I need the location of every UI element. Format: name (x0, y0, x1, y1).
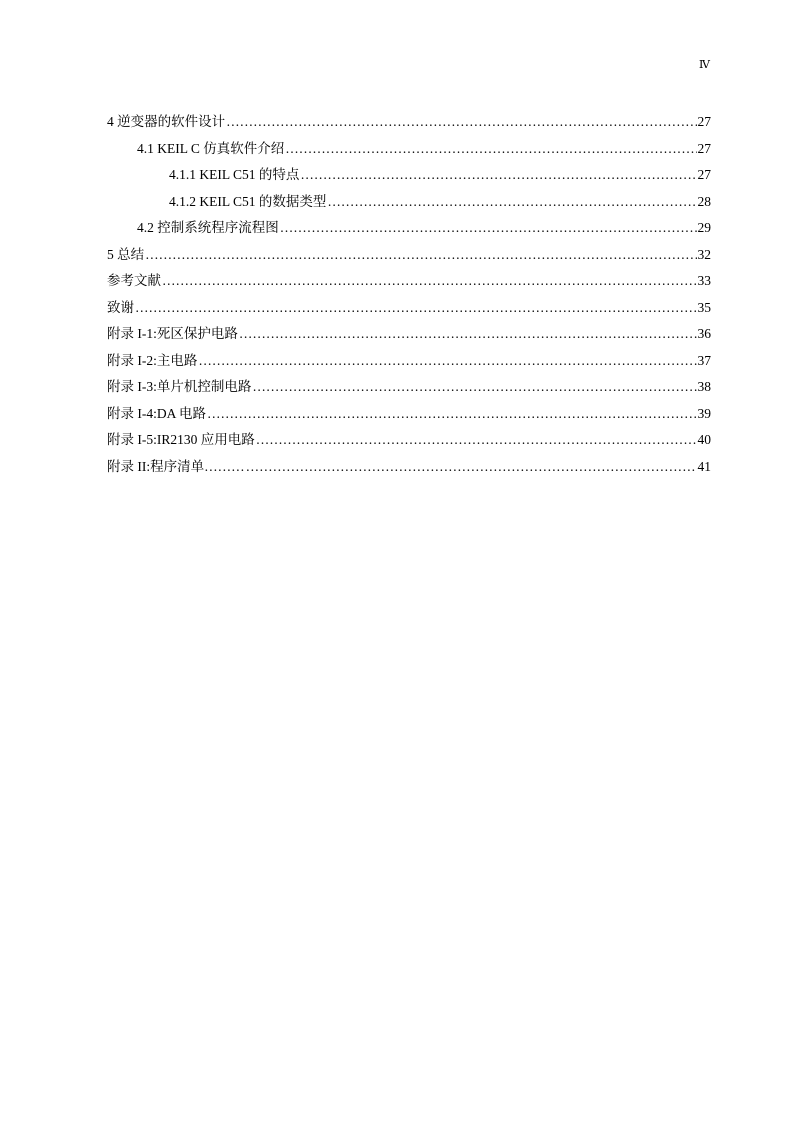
toc-entry[interactable] (107, 298, 711, 325)
toc-leader-dots (300, 165, 696, 185)
toc-entry[interactable] (107, 165, 711, 192)
toc-entry-page: 27 (697, 140, 711, 156)
toc-entry-page: 28 (697, 193, 711, 209)
toc-leader-dots (256, 430, 697, 450)
toc-entry-title: 4.2 控制系统程序流程图 (137, 220, 279, 235)
toc-entry-title: 附录 I-2:主电路 (107, 352, 198, 368)
toc-entry[interactable] (107, 351, 711, 378)
toc-entry[interactable] (107, 112, 711, 139)
toc-entry-title: 附录 II:程序清单……… (107, 458, 245, 474)
table-of-contents (107, 112, 711, 483)
toc-entry-page: 39 (697, 405, 711, 421)
toc-leader-dots (280, 218, 697, 238)
toc-entry-title: 附录 I-3:单片机控制电路 (107, 379, 252, 394)
toc-entry-page: 36 (697, 326, 711, 341)
toc-entry[interactable] (107, 271, 711, 298)
toc-entry[interactable] (107, 324, 711, 351)
toc-leader-dots (207, 404, 697, 424)
toc-entry[interactable] (107, 457, 711, 484)
toc-leader-dots (145, 245, 696, 265)
toc-leader-dots (239, 324, 697, 344)
toc-leader-dots (246, 457, 697, 477)
toc-leader-dots (327, 192, 696, 212)
toc-leader-dots (226, 112, 696, 132)
toc-entry[interactable] (107, 245, 711, 272)
toc-entry[interactable] (107, 218, 711, 245)
toc-entry-title: 4 逆变器的软件设计 (107, 114, 226, 129)
toc-entry[interactable] (107, 404, 711, 431)
toc-entry-title: 附录 I-1:死区保护电路 (107, 326, 238, 341)
toc-entry-title: 附录 I-4:DA 电路 (107, 405, 206, 421)
toc-entry-title: 4.1 KEIL C 仿真软件介绍 (137, 140, 285, 156)
toc-entry-title: 附录 I-5:IR2130 应用电路 (107, 432, 255, 447)
toc-entry[interactable] (107, 430, 711, 457)
page-number: Ⅳ (699, 59, 710, 71)
toc-leader-dots (285, 139, 696, 159)
toc-entry-page: 38 (697, 379, 711, 394)
toc-entry-page: 37 (697, 352, 711, 368)
toc-entry-page: 41 (697, 458, 711, 474)
toc-entry-page: 27 (697, 114, 711, 129)
toc-leader-dots (135, 298, 697, 318)
toc-entry-title: 5 总结 (107, 246, 145, 262)
toc-entry[interactable] (107, 192, 711, 219)
toc-entry-page: 32 (697, 246, 711, 262)
toc-leader-dots (198, 351, 696, 371)
toc-entry-page: 40 (697, 432, 711, 447)
toc-leader-dots (162, 271, 697, 291)
toc-entry-title: 4.1.2 KEIL C51 的数据类型 (169, 193, 327, 209)
toc-entry-page: 33 (697, 273, 711, 288)
toc-entry-title: 致谢 (107, 299, 134, 315)
toc-entry-title: 参考文献 (107, 273, 161, 288)
toc-entry-title: 4.1.1 KEIL C51 的特点 (169, 167, 300, 182)
toc-entry[interactable] (107, 139, 711, 166)
toc-entry-page: 27 (697, 167, 711, 182)
toc-leader-dots (252, 377, 696, 397)
toc-entry-page: 35 (697, 299, 711, 315)
toc-entry-page: 29 (697, 220, 711, 235)
toc-entry[interactable] (107, 377, 711, 404)
